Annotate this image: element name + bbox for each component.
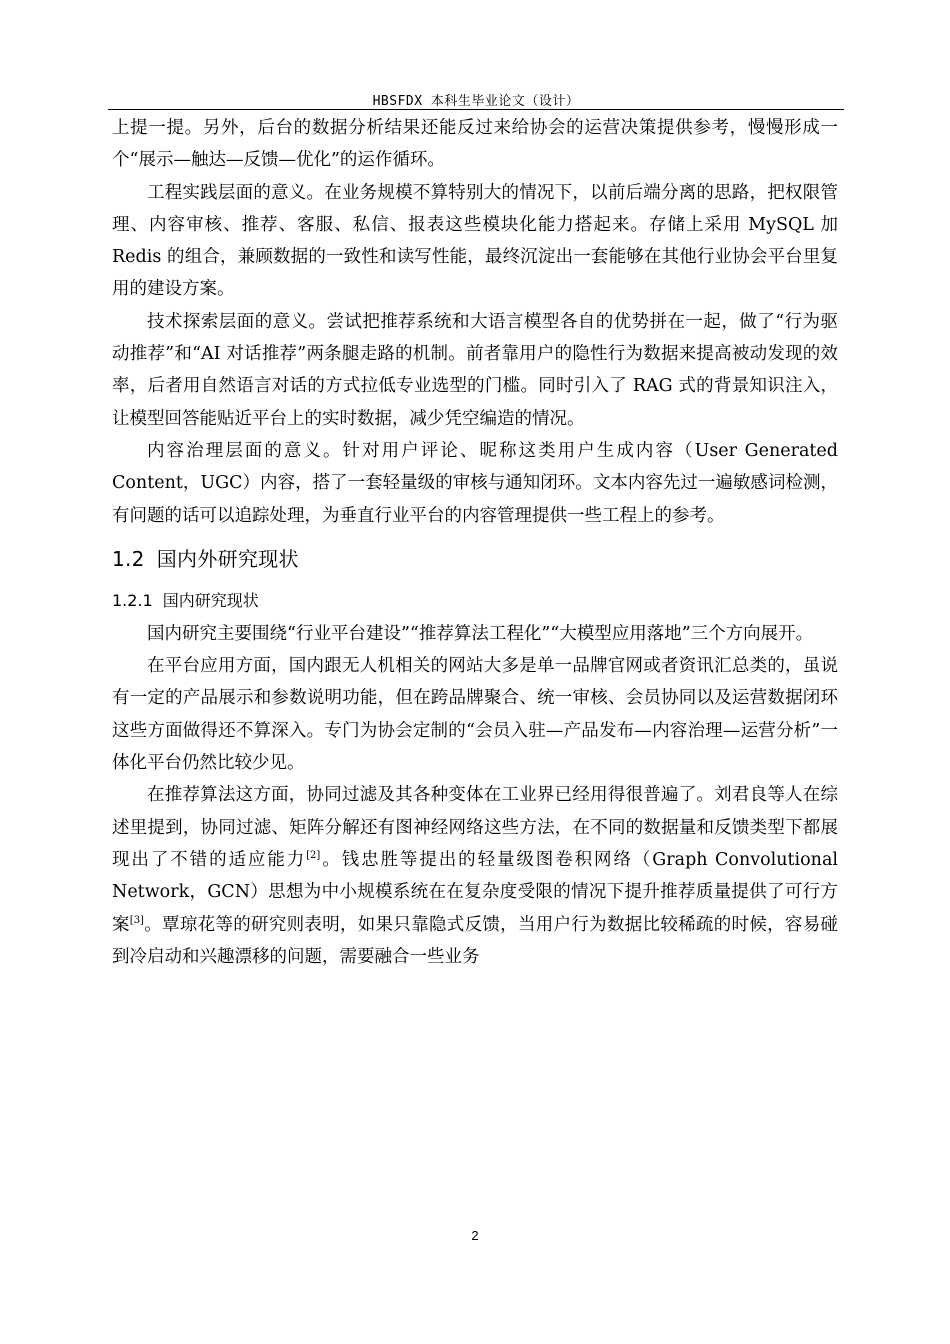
section-heading — [112, 542, 838, 576]
paragraph-text: 。钱忠胜等提出的轻量级图卷积网络（Graph Convolutional Network，GCN）思想为中小规模系统在在复杂度受限的情况下提升推荐质量提供了可行方案 — [112, 849, 838, 935]
body-paragraph: 国内研究主要围绕“行业平台建设”“推荐算法工程化”“大模型应用落地”三个方向展开。 — [147, 623, 814, 644]
paragraph-text: 。覃琼花等的研究则表明，如果只靠隐式反馈，当用户行为数据比较稀疏的时候，容易碰到冷启动和兴趣漂移的问题，需要融合一些业务 — [112, 914, 838, 967]
body-paragraph: 技术探索层面的意义。尝试把推荐系统和大语言模型各自的优势拼在一起，做了“行为驱动推荐”和“AI 对话推荐”两条腿走路的机制。前者靠用户的隐性行为数据来提高被动发现的效率，后者用自然语言对话的方式拉低专业选型的门槛。同时引入了 RAG 式的背景知识注入，让模型回答能贴近平台上的实时数据，减少凭空编造的情况。 — [112, 311, 838, 429]
citation-ref[interactable]: [3] — [129, 914, 144, 926]
running-header: HBSFDX 本科生毕业论文（设计） — [372, 94, 580, 109]
page-body — [112, 112, 838, 973]
body-paragraph: 内容治理层面的意义。针对用户评论、昵称这类用户生成内容（User Generated Content，UGC）内容，搭了一套轻量级的审核与通知闭环。文本内容先过一遍敏感词检测，有问题的话可以追踪处理，为垂直行业平台的内容管理提供一些工程上的参考。 — [112, 440, 838, 526]
subsection-number: 1.2.1 — [112, 590, 153, 610]
body-paragraph — [112, 779, 838, 973]
body-paragraph: 上提一提。另外，后台的数据分析结果还能反过来给协会的运营决策提供参考，慢慢形成一个“展示—触达—反馈—优化”的运作循环。 — [112, 118, 838, 171]
citation-ref[interactable]: [2] — [306, 850, 321, 862]
subsection-title: 国内研究现状 — [162, 590, 259, 610]
body-paragraph: 在平台应用方面，国内跟无人机相关的网站大多是单一品牌官网或者资讯汇总类的，虽说有一定的产品展示和参数说明功能，但在跨品牌聚合、统一审核、会员协同以及运营数据闭环这些方面做得还不算深入。专门为协会定制的“会员入驻—产品发布—内容治理—运营分析”一体化平台仍然比较少见。 — [112, 656, 838, 774]
paragraph-text: 在推荐算法这方面，协同过滤及其各种变体在工业界已经用得很普遍了。刘君良等人在综述里提到，协同过滤、矩阵分解还有图神经网络这些方法，在不同的数据量和反馈类型下都展现出了不错的适应能力 — [112, 785, 838, 870]
header-rule — [108, 109, 844, 110]
body-paragraph: 工程实践层面的意义。在业务规模不算特别大的情况下，以前后端分离的思路，把权限管理、内容审核、推荐、客服、私信、报表这些模块化能力搭起来。存储上采用 MySQL 加 Redis 的组合，兼顾数据的一致性和读写性能，最终沉淀出一套能够在其他行业协会平台里复用的建设方案。 — [112, 182, 838, 300]
subsection-heading — [112, 586, 838, 616]
page-number: 2 — [471, 1228, 479, 1243]
section-number: 1.2 — [112, 546, 145, 571]
section-title: 国内外研究现状 — [156, 546, 299, 571]
